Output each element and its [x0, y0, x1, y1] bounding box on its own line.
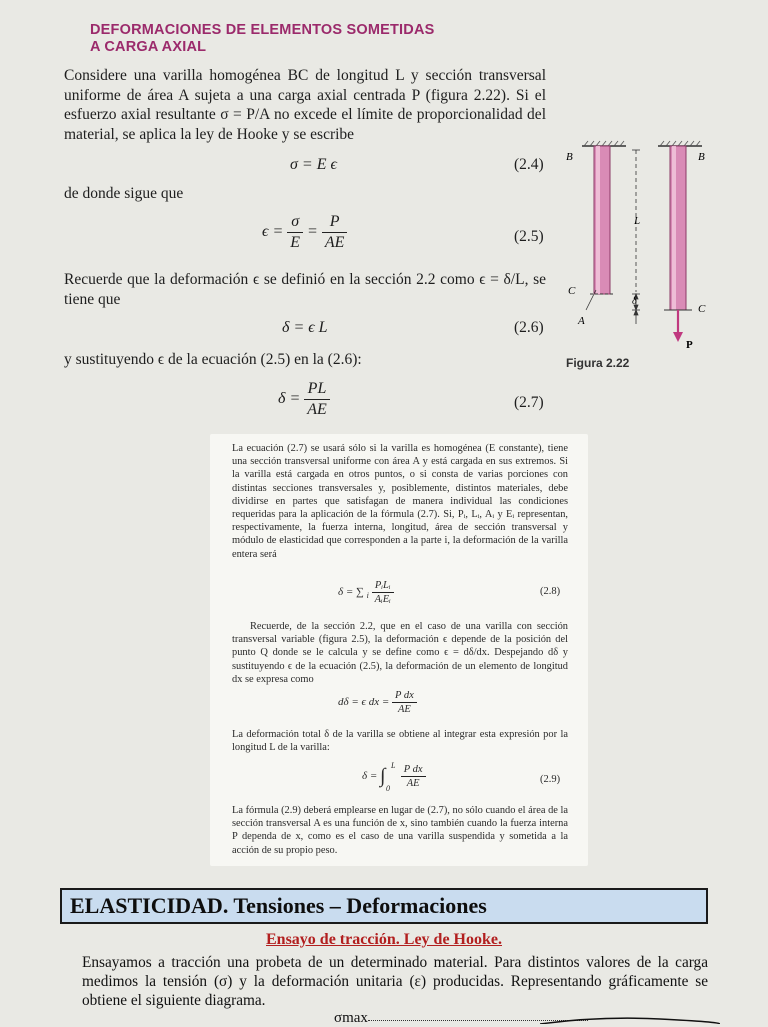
fraction-denominator: AE — [406, 778, 420, 789]
equation-d-delta-lhs: dδ = ϵ dx = — [338, 696, 390, 709]
equation-2-9 — [362, 761, 426, 793]
label-c-left: C — [568, 285, 576, 297]
intro-paragraph-2: de donde sigue que — [64, 185, 184, 202]
figure-caption: Figura 2.22 — [566, 356, 630, 370]
fraction-denominator: E — [290, 234, 301, 251]
equation-2-6: δ = ϵ L — [282, 319, 328, 336]
inset-text-block — [210, 434, 588, 866]
equation-2-7 — [278, 380, 330, 419]
equation-2-8 — [338, 580, 394, 605]
integral-sign — [380, 761, 398, 793]
intro-paragraph-3: Recuerde que la deformación ϵ se definió en la sección 2.2 como ϵ = δ/L, se tiene que — [64, 271, 546, 308]
equation-2-9-lhs: δ = — [362, 770, 378, 783]
integral-lower-limit: 0 — [386, 784, 391, 793]
left-support — [582, 141, 626, 146]
integral-upper-limit: L — [391, 761, 396, 770]
fraction-numerator: σ — [287, 213, 303, 233]
right-support — [658, 141, 702, 146]
section-title-line-2: A CARGA AXIAL — [90, 39, 207, 55]
equation-2-7-lhs: δ = — [278, 390, 301, 408]
equation-2-5-number: (2.5) — [514, 228, 544, 245]
equation-2-8-sub: i — [366, 591, 369, 601]
fraction-denominator: AE — [307, 401, 327, 418]
equation-2-6-number: (2.6) — [514, 319, 544, 336]
equation-d-delta-fraction — [392, 690, 417, 715]
label-b-right: B — [698, 151, 705, 163]
fraction-numerator: P dx — [401, 764, 426, 777]
label-b-left: B — [566, 151, 573, 163]
banner-title: ELASTICIDAD. Tensiones – Deformaciones — [70, 893, 487, 918]
elasticidad-banner — [60, 888, 708, 924]
equation-2-5 — [262, 213, 347, 252]
equation-2-4-number: (2.4) — [514, 156, 544, 173]
equation-2-5-fraction-1 — [287, 213, 303, 252]
load-arrow — [673, 310, 683, 342]
equation-d-delta — [338, 690, 417, 715]
equation-2-4: σ = E ϵ — [290, 156, 337, 173]
rod-figure — [560, 138, 720, 356]
equation-2-5-lhs: ϵ = — [262, 223, 284, 241]
fraction-denominator: AE — [324, 234, 345, 251]
label-delta: δ — [632, 296, 637, 307]
equation-2-8-number: (2.8) — [540, 586, 561, 597]
inset-paragraph-4: La fórmula (2.9) deberá emplearse en lugar de (2.7), no sólo cuando el área de la sección transversal A es una función de x, sino también cuando la fuerza interna P dependa de x, como es el caso de una varilla suspendida y sometida a la acción de su propio peso. — [232, 805, 568, 856]
fraction-denominator: AE — [398, 704, 411, 715]
equation-2-9-number: (2.9) — [540, 774, 561, 785]
equation-2-5-equals: = — [307, 223, 318, 241]
inset-paragraph-1: La ecuación (2.7) se usará sólo si la varilla es homogénea (E constante), tiene una sección transversal uniforme con área A y está cargada en sus extremos. Si la varilla está cargada en otros puntos, o si consta de varias porciones con distintas secciones transversales y, posiblemente, distintos materiales, debe dividirse en partes que satisfagan de manera individual las condiciones requeridas para la aplicación de la fórmula (2.7). Si, Pᵢ, Lᵢ, Aᵢ y Eᵢ representan, respectivamente, la fuerza interna, longitud, área de sección transversal y módulo de elasticidad que corresponden a la parte i, la deformación de la varilla entera será — [232, 443, 568, 560]
tension-test-subtitle: Ensayo de tracción. Ley de Hooke. — [266, 931, 502, 948]
equation-2-5-fraction-2 — [322, 213, 348, 252]
equation-2-9-fraction — [401, 764, 426, 789]
equation-2-7-number: (2.7) — [514, 394, 544, 411]
intro-paragraph-4: y sustituyendo ϵ de la ecuación (2.5) en la (2.6): — [64, 351, 362, 368]
label-a: A — [578, 315, 585, 327]
equation-2-8-lhs: δ = ∑ — [338, 586, 364, 599]
fraction-denominator: AᵢEᵢ — [374, 594, 391, 605]
fraction-numerator: PᵢLᵢ — [372, 580, 394, 593]
fraction-numerator: PL — [304, 380, 330, 400]
label-c-right: C — [698, 303, 706, 315]
fraction-numerator: P — [322, 213, 348, 233]
integral-glyph: ∫ — [380, 765, 386, 787]
inset-paragraph-2: Recuerde, de la sección 2.2, que en el caso de una varilla con sección transversal variable (figura 2.5), la deformación ϵ depende de la posición del punto Q donde se le calcula y se define como ϵ = dδ/dx. Despejando dδ y sustituyendo ϵ de la ecuación (2.5), la deformación de un elemento de longitud dx se expresa como — [232, 621, 568, 685]
inset-paragraph-3: La deformación total δ de la varilla se obtiene al integrar esta expresión por la longitud L de la varilla: — [232, 729, 568, 754]
label-p: P — [686, 339, 693, 351]
label-length: L — [634, 215, 641, 227]
equation-2-7-fraction — [304, 380, 330, 419]
intro-paragraph-1: Considere una varilla homogénea BC de longitud L y sección transversal uniforme de área A sujeta a una carga axial centrada P (figura 2.22). Si el esfuerzo axial resultante σ = P/A no excede el límite de proporcionalidad del material, se aplica la ley de Hooke y se escribe — [64, 67, 546, 143]
section-title-line-1: DEFORMACIONES DE ELEMENTOS SOMETIDAS — [90, 22, 435, 38]
fraction-numerator: P dx — [392, 690, 417, 703]
sigma-max-label: σmax — [334, 1010, 368, 1026]
equation-2-8-fraction — [372, 580, 394, 605]
tension-test-paragraph: Ensayamos a tracción una probeta de un determinado material. Para distintos valores de la carga medimos la tensión (σ) y la deformación unitaria (ε) producidas. Representando gráficamente se obtiene el siguiente diagrama. — [82, 954, 708, 1009]
section-title — [90, 22, 435, 56]
stress-strain-curve-top — [540, 1016, 720, 1024]
